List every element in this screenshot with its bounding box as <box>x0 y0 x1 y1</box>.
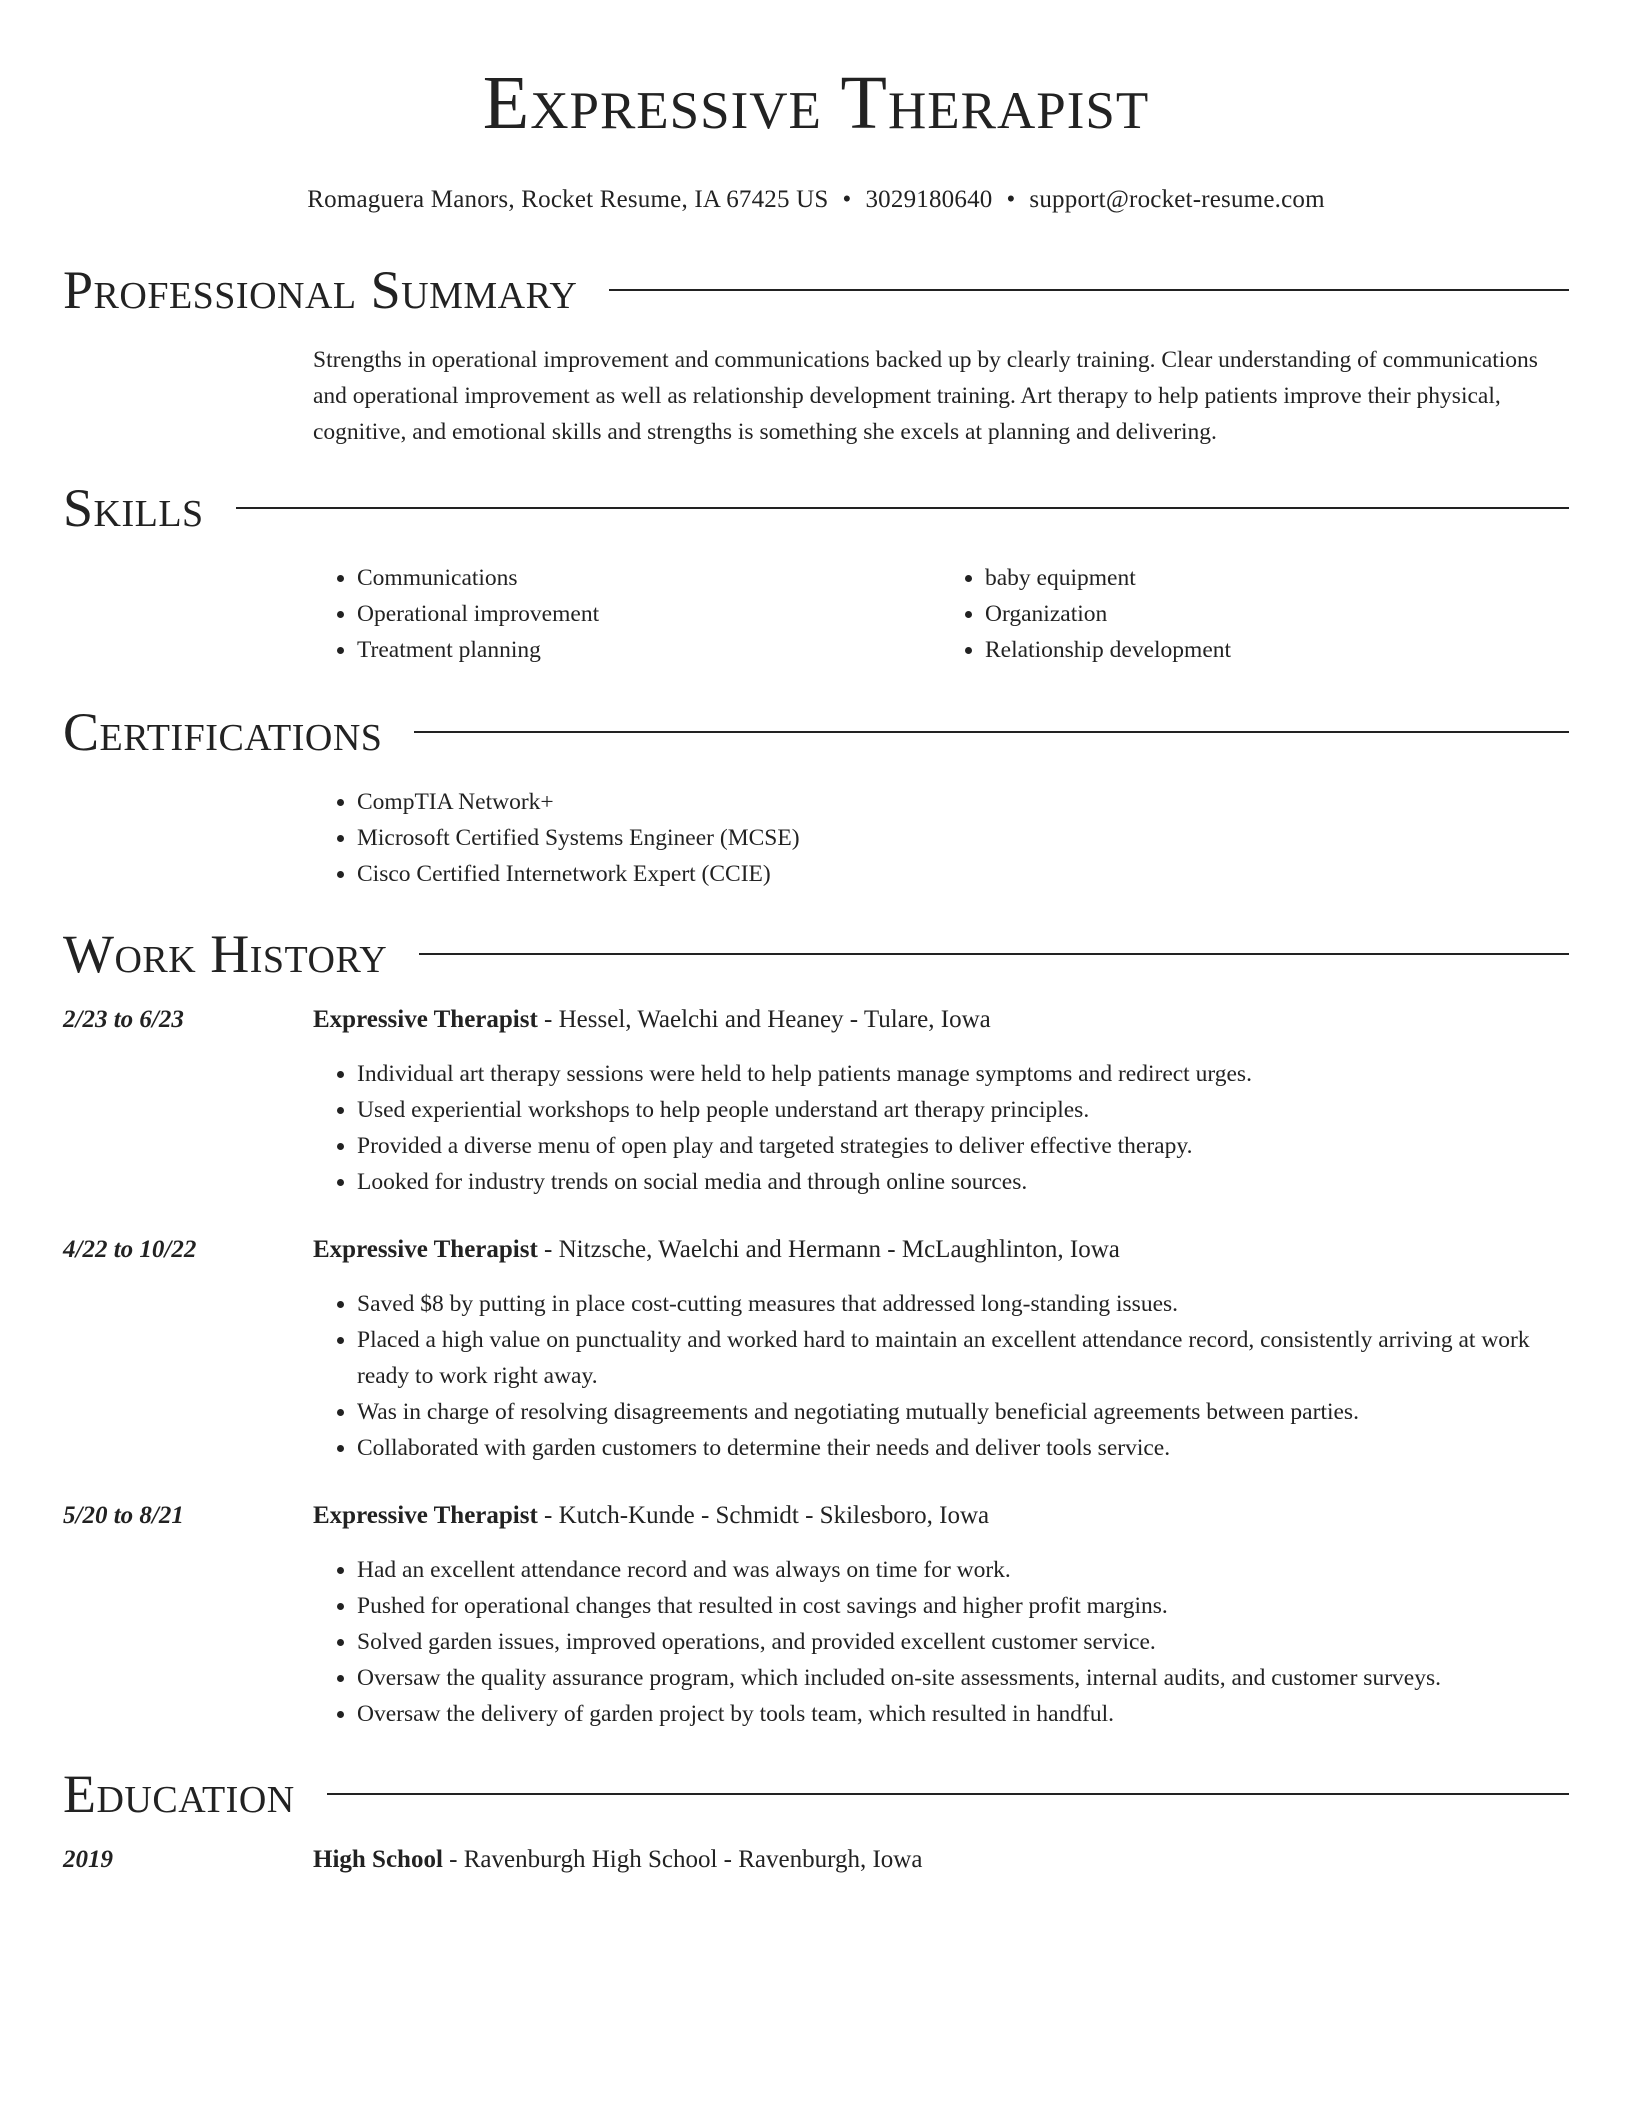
summary-heading: Professional Summary <box>63 260 578 320</box>
job-bullet: • Solved garden issues, improved operations, and provided excellent customer service. <box>357 1624 1569 1660</box>
contact-separator: • <box>842 186 852 213</box>
certifications-items <box>313 784 1569 892</box>
skill-item: • baby equipment <box>985 560 1569 596</box>
job-bullet: • Saved $8 by putting in place cost-cutting measures that addressed long-standing issues. <box>357 1286 1569 1322</box>
job-entry <box>63 1232 1569 1466</box>
job-bullets <box>313 1552 1569 1732</box>
job-bullet: • Individual art therapy sessions were held to help patients manage symptoms and redirect urges. <box>357 1056 1569 1092</box>
skills-column-right <box>941 560 1569 668</box>
education-row <box>63 1842 1569 1878</box>
job-role: Expressive Therapist <box>313 1502 538 1529</box>
job-bullet: • Collaborated with garden customers to determine their needs and deliver tools service. <box>357 1430 1569 1466</box>
skill-item: • Treatment planning <box>357 632 941 668</box>
job-role: Expressive Therapist <box>313 1236 538 1263</box>
job-entry <box>63 1002 1569 1200</box>
job-bullet: • Placed a high value on punctuality and worked hard to maintain an excellent attendance record, consistently arriving at work ready to work right away. <box>357 1322 1569 1394</box>
job-bullet: • Looked for industry trends on social media and through online sources. <box>357 1164 1569 1200</box>
job-details: - Hessel, Waelchi and Heaney - Tulare, Iowa <box>537 1006 991 1033</box>
job-header <box>63 1498 1569 1534</box>
job-title-line <box>313 1232 1120 1268</box>
work-history-heading: Work History <box>63 924 388 984</box>
work-history-section-header <box>63 920 1569 988</box>
certification-item: • Cisco Certified Internetwork Expert (CCIE) <box>357 856 1569 892</box>
job-bullet: • Pushed for operational changes that resulted in cost savings and higher profit margins. <box>357 1588 1569 1624</box>
job-bullet: • Oversaw the delivery of garden project by tools team, which resulted in handful. <box>357 1696 1569 1732</box>
skill-item: • Relationship development <box>985 632 1569 668</box>
job-bullets <box>313 1056 1569 1200</box>
resume-title: Expressive Therapist <box>482 61 1150 145</box>
education-details: - Ravenburgh High School - Ravenburgh, Iowa <box>442 1846 923 1873</box>
job-header <box>63 1232 1569 1268</box>
education-heading: Education <box>63 1764 295 1824</box>
certifications-heading: Certifications <box>63 702 383 762</box>
contact-line <box>63 182 1569 218</box>
certifications-list <box>313 784 1569 892</box>
section-divider <box>327 1793 1569 1795</box>
certifications-section-header <box>63 698 1569 766</box>
summary-section-header <box>63 256 1569 324</box>
contact-email: support@rocket-resume.com <box>1029 186 1325 213</box>
certification-item: • Microsoft Certified Systems Engineer (MCSE) <box>357 820 1569 856</box>
summary-text: Strengths in operational improvement and communications backed up by clearly training. Clear understanding of communications and operational improvement as well as relationship development training. Art therapy to help patients improve their physical, cognitive, and emotional skills and strengths is something she excels at planning and delivering. <box>313 347 1538 445</box>
skill-item: • Operational improvement <box>357 596 941 632</box>
job-dates: 5/20 to 8/21 <box>63 1502 184 1529</box>
job-bullet: • Provided a diverse menu of open play and targeted strategies to deliver effective therapy. <box>357 1128 1569 1164</box>
section-divider <box>236 507 1569 509</box>
education-section-header <box>63 1760 1569 1828</box>
contact-separator: • <box>1006 186 1016 213</box>
job-bullet: • Had an excellent attendance record and was always on time for work. <box>357 1552 1569 1588</box>
job-bullet: • Used experiential workshops to help people understand art therapy principles. <box>357 1092 1569 1128</box>
job-dates: 4/22 to 10/22 <box>63 1236 197 1263</box>
job-bullet: • Oversaw the quality assurance program, which included on-site assessments, internal audits, and customer surveys. <box>357 1660 1569 1696</box>
job-header <box>63 1002 1569 1038</box>
skills-column-left <box>313 560 941 668</box>
job-details: - Nitzsche, Waelchi and Hermann - McLaughlinton, Iowa <box>537 1236 1120 1263</box>
section-divider <box>609 289 1569 291</box>
education-year: 2019 <box>63 1846 113 1873</box>
skills-heading: Skills <box>63 478 204 538</box>
job-dates: 2/23 to 6/23 <box>63 1006 184 1033</box>
certification-item: • CompTIA Network+ <box>357 784 1569 820</box>
job-bullets <box>313 1286 1569 1466</box>
contact-address: Romaguera Manors, Rocket Resume, IA 67425 US <box>307 186 829 213</box>
job-bullet: • Was in charge of resolving disagreements and negotiating mutually beneficial agreements between parties. <box>357 1394 1569 1430</box>
job-details: - Kutch-Kunde - Schmidt - Skilesboro, Iowa <box>537 1502 990 1529</box>
contact-phone: 3029180640 <box>865 186 993 213</box>
job-title-line <box>313 1498 989 1534</box>
education-degree: High School <box>313 1846 443 1873</box>
section-divider <box>414 731 1569 733</box>
skills-list <box>313 560 1569 668</box>
skill-item: • Organization <box>985 596 1569 632</box>
education-entry <box>63 1842 1569 1878</box>
job-role: Expressive Therapist <box>313 1006 538 1033</box>
skill-item: • Communications <box>357 560 941 596</box>
education-title-line <box>313 1842 922 1878</box>
section-divider <box>419 953 1569 955</box>
job-entry <box>63 1498 1569 1732</box>
job-title-line <box>313 1002 991 1038</box>
skills-section-header <box>63 474 1569 542</box>
